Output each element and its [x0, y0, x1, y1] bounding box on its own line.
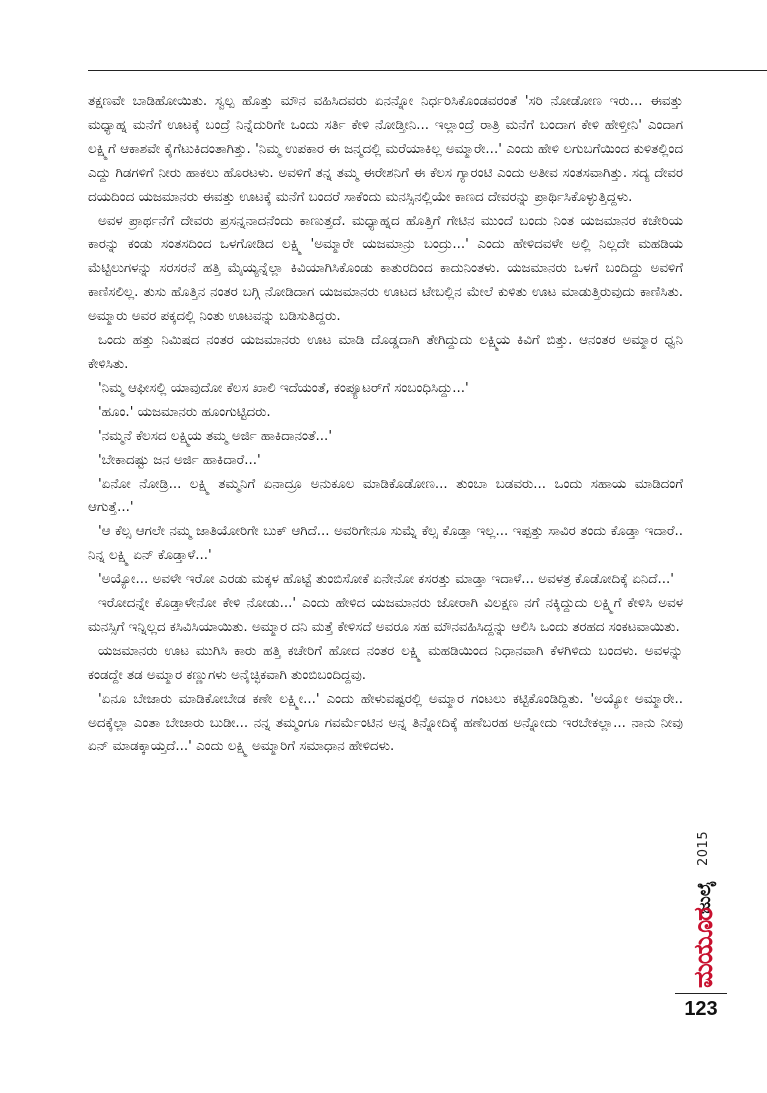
paragraph: 'ನಮ್ಮನೆ ಕೆಲಸದ ಲಕ್ಷ್ಮಿಯ ತಮ್ಮ ಅರ್ಜಿ ಹಾಕಿದಾನಂತೆ...': [98, 428, 332, 444]
paragraph: ತಕ್ಷಣವೇ ಬಾಡಿಹೋಯಿತು. ಸ್ವಲ್ಪ ಹೊತ್ತು ಮೌನ ವಹಿಸಿದವರು ಏನನ್ನೋ ನಿರ್ಧರಿಸಿಕೊಂಡವರಂತೆ 'ಸರಿ ನೋಡೋಣ ಇರು... ಈವತ್ತು ಮಧ್ಯಾಹ್ನ ಮನೆಗೆ ಊಟಕ್ಕೆ ಬಂದ್ರೆ ನಿನ್ನೆದುರಿಗೇ ಒಂದು ಸರ್ತಿ ಕೇಳಿ ನೋಡ್ತೀನಿ... ಇಲ್ಲಾಂದ್ರೆ ರಾತ್ರಿ ಮನೆಗೆ ಬಂದಾಗ ಕೇಳಿ ಹೇಳ್ತೀನಿ' ಎಂದಾಗ ಲಕ್ಷ್ಮಿಗೆ ಆಕಾಶವೇ ಕೈಗೆಟುಕಿದಂತಾಗಿತ್ತು. 'ನಿಮ್ಮ ಉಪಕಾರ ಈ ಜನ್ಮದಲ್ಲಿ ಮರೆಯಾಕಿಲ್ಲ ಅಮ್ಮಾರೇ...' ಎಂದು ಹೇಳಿ ಲಗುಬಗೆಯಿಂದ ಕುಳಿತಲ್ಲಿಂದ ಎದ್ದು ಗಿಡಗಳಿಗೆ ನೀರು ಹಾಕಲು ಹೊರಟಳು. ಅವಳಿಗೆ ತನ್ನ ತಮ್ಮ ಈರೇಶನಿಗೆ ಈ ಕೆಲಸ ಗ್ಯಾರಂಟಿ ಎಂದು ಅತೀವ ಸಂತಸವಾಗಿತ್ತು. ಸದ್ಯ ದೇವರ ದಯದಿಂದ ಯಜಮಾನರು ಈವತ್ತು ಊಟಕ್ಕೆ ಮನೆಗೆ ಬಂದರೆ ಸಾಕೆಂದು ಮನಸ್ಸಿನಲ್ಲಿಯೇ ಕಾಣದ ದೇವರನ್ನು ಪ್ರಾರ್ಥಿಸಿಕೊಳ್ಳುತ್ತಿದ್ದಳು.: [88, 94, 683, 205]
issue-year: [688, 810, 724, 866]
paragraph: ಯಜಮಾನರು ಊಟ ಮುಗಿಸಿ ಕಾರು ಹತ್ತಿ ಕಚೇರಿಗೆ ಹೋದ ನಂತರ ಲಕ್ಷ್ಮಿ ಮಹಡಿಯಿಂದ ನಿಧಾನವಾಗಿ ಕೆಳಗಿಳಿದು ಬಂದಳು. ಅವಳನ್ನು ಕಂಡದ್ದೇ ತಡ ಅಮ್ಮಾರ ಕಣ್ಣುಗಳು ಅನೈಚ್ಛಿಕವಾಗಿ ತುಂಬಿಬಂದಿದ್ದವು.: [88, 643, 683, 683]
magazine-logo-text: ಮಯೂರ: [689, 908, 719, 988]
top-rule: [88, 70, 767, 71]
paragraph: 'ಆ ಕೆಲ್ಸ ಆಗಲೇ ನಮ್ಮ ಜಾತಿಯೋರಿಗೇ ಬುಕ್ ಆಗಿದೆ... ಅವರಿಗೇನೂ ಸುಮ್ನೆ ಕೆಲ್ಸ ಕೊಡ್ತಾ ಇಲ್ಲ... ಇಪ್ಪತ್ತು ಸಾವಿರ ತಂದು ಕೊಡ್ತಾ ಇದಾರೆ.. ನಿನ್ನ ಲಕ್ಷ್ಮಿ ಏನ್ ಕೊಡ್ತಾಳೆ...': [88, 524, 683, 564]
paragraph: 'ಏನೂ ಬೇಜಾರು ಮಾಡಿಕೋಬೇಡ ಕಣೇ ಲಕ್ಷ್ಮೀ...' ಎಂದು ಹೇಳುವಷ್ಟರಲ್ಲಿ ಅಮ್ಮಾರ ಗಂಟಲು ಕಟ್ಟಿಕೊಂಡಿದ್ದಿತು. 'ಅಯ್ಯೋ ಅಮ್ಮಾರೇ.. ಅದಕ್ಕೆಲ್ಲಾ ಎಂತಾ ಬೇಜಾರು ಬುಡೀ... ನನ್ನ ತಮ್ಮಂಗೂ ಗವರ್ಮೆಂಟಿನ ಅನ್ನ ತಿನ್ನೋದಿಕ್ಕೆ ಹಣೆಬರಹ ಅನ್ನೋದು ಇರಬೇಕಲ್ಲಾ... ನಾನು ನೀವು ಏನ್ ಮಾಡಕ್ಕಾಯ್ತದೆ...' ಎಂದು ಲಕ್ಷ್ಮಿ ಅಮ್ಮಾರಿಗೆ ಸಮಾಧಾನ ಹೇಳಿದಳು.: [88, 691, 683, 755]
article-body: [88, 90, 683, 759]
magazine-logo: [686, 908, 722, 988]
paragraph: ಅವಳ ಪ್ರಾರ್ಥನೆಗೆ ದೇವರು ಪ್ರಸನ್ನನಾದನೆಂದು ಕಾಣುತ್ತದೆ. ಮಧ್ಯಾಹ್ನದ ಹೊತ್ತಿಗೆ ಗೇಟಿನ ಮುಂದೆ ಬಂದು ನಿಂತ ಯಜಮಾನರ ಕಚೇರಿಯ ಕಾರನ್ನು ಕಂಡು ಸಂತಸದಿಂದ ಒಳಗೋಡಿದ ಲಕ್ಷ್ಮಿ 'ಅಮ್ಮಾರೇ ಯಜಮಾನ್ರು ಬಂದ್ರು...' ಎಂದು ಹೇಳಿದವಳೇ ಅಲ್ಲಿ ನಿಲ್ಲದೇ ಮಹಡಿಯ ಮೆಟ್ಟಿಲುಗಳನ್ನು ಸರಸರನೆ ಹತ್ತಿ ಮೈಯ್ಯನ್ನೆಲ್ಲಾ ಕಿವಿಯಾಗಿಸಿಕೊಂಡು ಕಾತುರದಿಂದ ಕಾದುನಿಂತಳು. ಯಜಮಾನರು ಒಳಗೆ ಬಂದಿದ್ದು ಅವಳಿಗೆ ಕಾಣಿಸಲಿಲ್ಲ. ತುಸು ಹೊತ್ತಿನ ನಂತರ ಬಗ್ಗಿ ನೋಡಿದಾಗ ಯಜಮಾನರು ಊಟದ ಟೇಬಲ್ಲಿನ ಮೇಲೆ ಕುಳಿತು ಊಟ ಮಾಡುತ್ತಿರುವುದು ಕಾಣಿಸಿತು. ಅಮ್ಮಾರು ಅವರ ಪಕ್ಕದಲ್ಲಿ ನಿಂತು ಊಟವನ್ನು ಬಡಿಸುತಿದ್ದರು.: [88, 213, 683, 325]
paragraph: 'ಹೂಂ.' ಯಜಮಾನರು ಹೂಂಗುಟ್ಟಿದರು.: [98, 404, 271, 420]
page-number-rule: [675, 993, 727, 994]
issue-month-text: ಜುಲೈ: [694, 880, 715, 914]
paragraph: 'ಬೇಕಾದಷ್ಟು ಜನ ಅರ್ಜಿ ಹಾಕಿದಾರೆ...': [98, 452, 261, 468]
paragraph: 'ಏನೋ ನೋಡ್ರಿ... ಲಕ್ಷ್ಮಿ ತಮ್ಮನಿಗೆ ಏನಾದ್ರೂ ಅನುಕೂಲ ಮಾಡಿಕೊಡೋಣ... ತುಂಬಾ ಬಡವರು... ಒಂದು ಸಹಾಯ ಮಾಡಿದಂಗೆ ಆಗುತ್ತೆ...': [88, 476, 683, 516]
issue-year-text: 2015: [696, 830, 711, 866]
paragraph: 'ಅಯ್ಯೋ... ಅವಳೇ ಇರೋ ಎರಡು ಮಕ್ಕಳ ಹೊಟ್ಟೆ ತುಂಬಿಸೋಕೆ ಏನೇನೋ ಕಸರತ್ತು ಮಾಡ್ತಾ ಇದಾಳೆ... ಅವಳತ್ರ ಕೊಡೋದಿಕ್ಕೆ ಏನಿದೆ...': [98, 572, 674, 588]
paragraph: ಒಂದು ಹತ್ತು ನಿಮಿಷದ ನಂತರ ಯಜಮಾನರು ಊಟ ಮಾಡಿ ದೊಡ್ಡದಾಗಿ ತೇಗಿದ್ದುದು ಲಕ್ಷ್ಮಿಯ ಕಿವಿಗೆ ಬಿತ್ತು. ಆನಂತರ ಅಮ್ಮಾರ ಧ್ವನಿ ಕೇಳಿಸಿತು.: [88, 333, 683, 372]
paragraph: 'ನಿಮ್ಮ ಆಫೀಸಲ್ಲಿ ಯಾವುದೋ ಕೆಲಸ ಖಾಲಿ ಇದೆಯಂತೆ, ಕಂಪ್ಯೂಟರ್‌ಗೆ ಸಂಬಂಧಿಸಿದ್ದು...': [98, 380, 469, 396]
page-number: 123: [684, 998, 718, 1020]
paragraph: ಇರೋದನ್ನೇ ಕೊಡ್ತಾಳೇನೋ ಕೇಳಿ ನೋಡು...' ಎಂದು ಹೇಳಿದ ಯಜಮಾನರು ಜೋರಾಗಿ ವಿಲಕ್ಷಣ ನಗೆ ನಕ್ಕಿದ್ದುದು ಲಕ್ಷ್ಮಿಗೆ ಕೇಳಿಸಿ ಅವಳ ಮನಸ್ಸಿಗೆ ಇನ್ನಿಲ್ಲದ ಕಸಿವಿಸಿಯಾಯಿತು. ಅಮ್ಮಾರ ದನಿ ಮತ್ತೆ ಕೇಳಿಸದೆ ಅವರೂ ಸಹ ಮೌನವಹಿಸಿದ್ದನ್ನು ಆಲಿಸಿ ಒಂದು ತರಹದ ಸಂಕಟವಾಯಿತು.: [88, 596, 683, 635]
